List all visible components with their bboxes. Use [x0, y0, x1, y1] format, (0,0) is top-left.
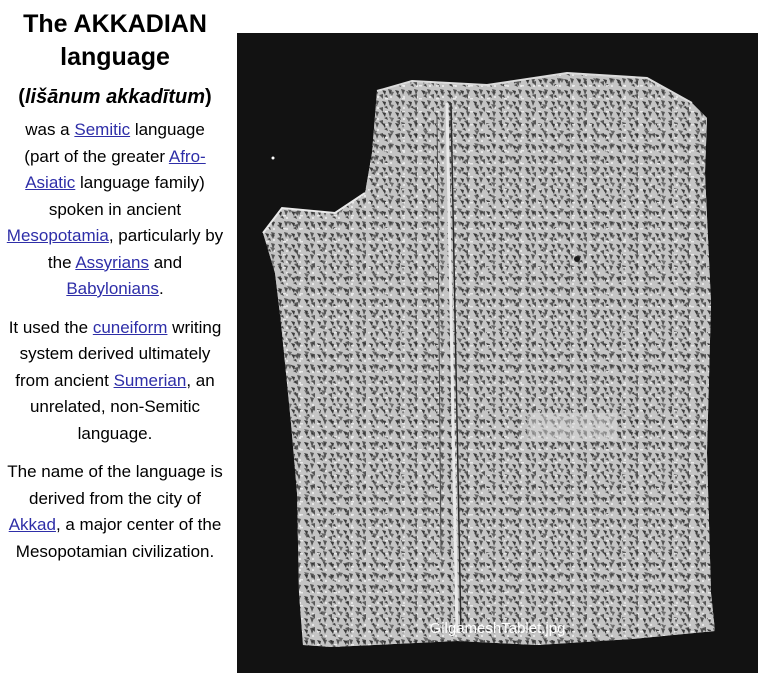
native-name: (lišānum akkadītum) — [18, 86, 212, 108]
paragraph-intro — [6, 117, 224, 303]
article-text-column — [6, 8, 224, 577]
link-sumerian[interactable]: Sumerian — [113, 370, 187, 390]
text-span: The name of the language is derived from the city of — [7, 462, 223, 508]
image-caption: GilgameshTablet.jpg — [429, 620, 566, 637]
tablet-shape — [263, 73, 715, 647]
link-cuneiform[interactable]: cuneiform — [92, 317, 168, 337]
text-span: It used the — [8, 317, 93, 337]
link-afro-asiatic[interactable]: Afro-Asiatic — [25, 146, 206, 192]
text-span: writing system derived ultimately from ancient — [15, 317, 222, 390]
text-span: language family) spoken in ancient — [48, 173, 205, 219]
link-assyrians[interactable]: Assyrians — [75, 252, 149, 272]
text-span: . — [158, 279, 164, 298]
text-span: , a major center of the Mesopotamian civilization. — [15, 515, 222, 561]
paragraph-name-origin — [6, 459, 224, 565]
link-akkad[interactable]: Akkad — [8, 515, 56, 534]
link-mesopotamia[interactable]: Mesopotamia — [6, 226, 109, 245]
tablet-photo-svg — [237, 33, 758, 673]
native-name-italic: lišānum akkadītum — [24, 86, 206, 108]
article-title: The AKKADIAN language — [23, 10, 207, 71]
text-span: , particularly by the — [47, 226, 224, 272]
link-semitic[interactable]: Semitic — [74, 120, 131, 139]
text-span: was a — [25, 120, 75, 139]
tablet-photo — [237, 33, 758, 673]
text-span: language (part of the greater — [24, 120, 205, 166]
text-span: and — [149, 252, 183, 272]
paragraph-writing — [6, 315, 224, 448]
text-span: , an unrelated, non-Semitic language. — [29, 370, 215, 443]
link-babylonians[interactable]: Babylonians — [66, 279, 159, 298]
